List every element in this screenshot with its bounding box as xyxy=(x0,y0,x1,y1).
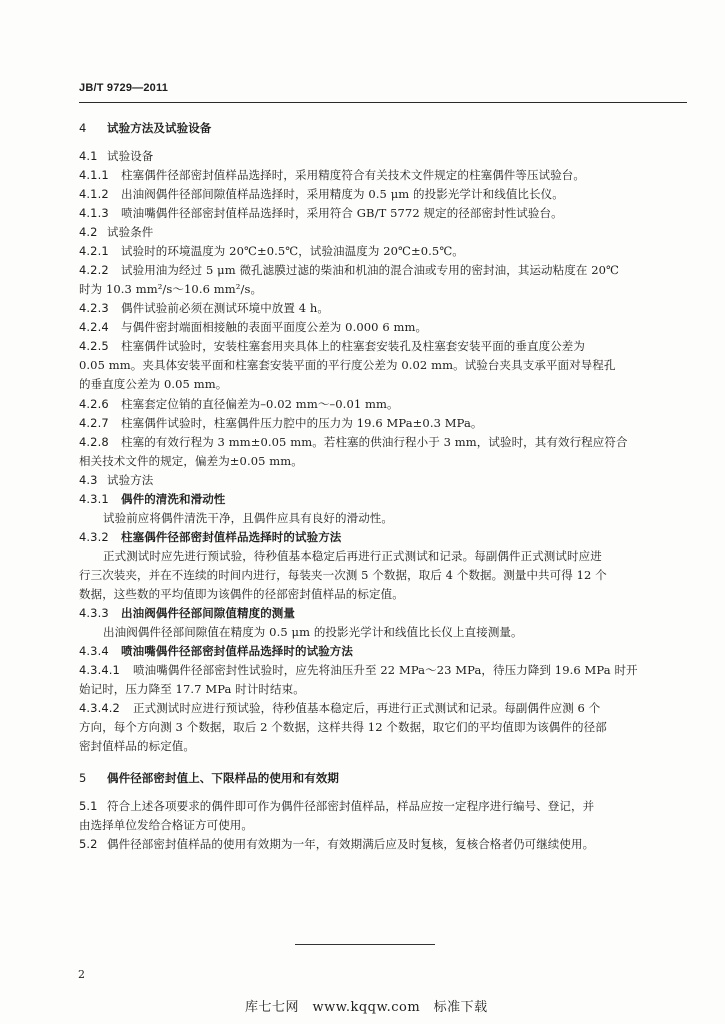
text-line-s5-1a xyxy=(79,798,594,814)
section-text: 0.05 mm。夹具体安装平面和柱塞套安装平面的平行度公差为 0.02 mm。试验台夹具支承平面对导程孔 xyxy=(79,358,616,372)
section-text: 相关技术文件的规定，偏差为±0.05 mm。 xyxy=(79,454,303,468)
section-number: 4.2.6 xyxy=(79,397,109,411)
section-text: 偶件试验前必须在测试环境中放置 4 h。 xyxy=(121,301,330,315)
section-number: 4.3.3 xyxy=(79,606,109,620)
text-line-s4-2-2a xyxy=(79,262,619,278)
text-line-s5-2 xyxy=(79,836,594,852)
text-line-s4-3-2a xyxy=(103,548,602,564)
text-line-s4 xyxy=(79,120,211,136)
text-line-s4-3-2b xyxy=(79,567,607,583)
page-number: 2 xyxy=(78,968,85,981)
section-text: 的垂直度公差为 0.05 mm。 xyxy=(79,377,228,391)
section-text: 正式测试时应先进行预试验，待秒值基本稳定后再进行正式测试和记录。每副偶件正式测试时应进 xyxy=(103,549,602,563)
section-text: 正式测试时应进行预试验，待秒值基本稳定后，再进行正式测试和记录。每副偶件应测 6 个 xyxy=(133,701,601,715)
section-number: 5.2 xyxy=(79,837,98,851)
text-line-s5-1b xyxy=(79,817,253,833)
text-line-s4-2-8b xyxy=(79,453,303,469)
text-line-s4-3-3b xyxy=(103,624,523,640)
section-text: 喷油嘴偶件径部密封值样品选择时，采用符合 GB/T 5772 规定的径部密封性试验台。 xyxy=(121,206,563,220)
section-text: 试验前应将偶件清洗干净，且偶件应具有良好的滑动性。 xyxy=(103,511,393,525)
section-text: 柱塞偶件径部密封值样品选择时的试验方法 xyxy=(121,530,342,544)
text-line-s4-3-2c xyxy=(79,586,404,602)
section-number: 4.2.4 xyxy=(79,320,109,334)
text-line-s4-2-5c xyxy=(79,376,227,392)
end-rule xyxy=(295,944,435,945)
section-number: 4.2.3 xyxy=(79,301,109,315)
text-line-s4-3-4-1a xyxy=(79,662,638,678)
section-number: 4.2.1 xyxy=(79,244,109,258)
text-line-s4-2-1 xyxy=(79,243,464,259)
text-line-s4-2-6 xyxy=(79,396,399,412)
section-text: 偶件的清洗和滑动性 xyxy=(121,492,226,506)
section-number: 4.3.4 xyxy=(79,644,109,658)
text-line-s4-3-4-2a xyxy=(79,700,600,716)
text-line-s4-3-4-2c xyxy=(79,738,195,754)
text-line-s4-1 xyxy=(79,148,153,164)
section-text: 喷油嘴偶件径部密封性试验时，应先将油压升至 22 MPa～23 MPa，待压力降到 19.6 MPa 时开 xyxy=(133,663,638,677)
section-text: 试验用油为经过 5 μm 微孔滤膜过滤的柴油和机油的混合油或专用的密封油，其运动粘度在 20℃ xyxy=(121,263,620,277)
header-rule xyxy=(79,102,687,103)
text-line-s5 xyxy=(79,770,339,786)
section-number: 4.3.4.2 xyxy=(79,701,120,715)
section-text: 行三次装夹，并在不连续的时间内进行，每装夹一次测 5 个数据，取后 4 个数据。测量中共可得 12 个 xyxy=(79,568,607,582)
section-text: 柱塞套定位销的直径偏差为–0.02 mm～–0.01 mm。 xyxy=(121,397,399,411)
section-number: 4.2.5 xyxy=(79,339,109,353)
text-line-s4-2-2b xyxy=(79,281,262,297)
text-line-s4-3-2 xyxy=(79,529,341,545)
site-footer: 库七七网 www.kqqw.com 标准下载 xyxy=(245,1000,488,1015)
section-text: 试验设备 xyxy=(107,149,154,163)
section-text: 试验时的环境温度为 20℃±0.5℃，试验油温度为 20℃±0.5℃。 xyxy=(121,244,464,258)
text-line-s4-3-4-2b xyxy=(79,719,607,735)
document-code-header: JB/T 9729—2011 xyxy=(79,82,169,94)
text-line-s4-2 xyxy=(79,224,153,240)
section-number: 4.3.4.1 xyxy=(79,663,120,677)
text-line-s4-2-8a xyxy=(79,434,628,450)
section-text: 柱塞偶件径部密封值样品选择时，采用精度符合有关技术文件规定的柱塞偶件等压试验台。 xyxy=(121,168,585,182)
text-line-s4-3-3 xyxy=(79,605,295,621)
section-text: 出油阀偶件径部间隙值在精度为 0.5 μm 的投影光学计和线值比长仪上直接测量。 xyxy=(103,625,523,639)
section-number: 4.2 xyxy=(79,225,98,239)
section-number: 5.1 xyxy=(79,799,98,813)
section-text: 出油阀偶件径部间隙值样品选择时，采用精度为 0.5 μm 的投影光学计和线值比长仪。 xyxy=(121,187,564,201)
text-line-s4-3-1b xyxy=(103,510,393,526)
section-number: 4.3 xyxy=(79,473,98,487)
section-text: 始记时，压力降至 17.7 MPa 时计时结束。 xyxy=(79,682,305,696)
text-line-s4-1-1 xyxy=(79,167,585,183)
section-text: 与偶件密封端面相接触的表面平面度公差为 0.000 6 mm。 xyxy=(121,320,428,334)
section-text: 试验方法 xyxy=(107,473,154,487)
section-text: 方向，每个方向测 3 个数据，取后 2 个数据，这样共得 12 个数据，取它们的平均值即为该偶件的径部 xyxy=(79,720,607,734)
section-text: 密封值样品的标定值。 xyxy=(79,739,195,753)
text-line-s4-2-5a xyxy=(79,338,585,354)
text-line-s4-3-1 xyxy=(79,491,225,507)
section-text: 偶件径部密封值上、下限样品的使用和有效期 xyxy=(107,771,339,785)
text-line-s4-1-2 xyxy=(79,186,564,202)
section-text: 柱塞偶件试验时，安装柱塞套用夹具体上的柱塞套安装孔及柱塞套安装平面的垂直度公差为 xyxy=(121,339,585,353)
section-text: 由选择单位发给合格证方可使用。 xyxy=(79,818,253,832)
text-line-s4-3 xyxy=(79,472,153,488)
section-text: 符合上述各项要求的偶件即可作为偶件径部密封值样品，样品应按一定程序进行编号、登记，并 xyxy=(107,799,595,813)
section-number: 4.1.1 xyxy=(79,168,109,182)
text-line-s4-3-4-1b xyxy=(79,681,305,697)
text-line-s4-3-4 xyxy=(79,643,353,659)
section-number: 4.1 xyxy=(79,149,98,163)
section-text: 柱塞的有效行程为 3 mm±0.05 mm。若柱塞的供油行程小于 3 mm，试验时，其有效行程应符合 xyxy=(121,435,628,449)
section-text: 时为 10.3 mm²/s～10.6 mm²/s。 xyxy=(79,282,263,296)
section-number: 5 xyxy=(79,771,87,785)
section-number: 4.2.2 xyxy=(79,263,109,277)
section-text: 柱塞偶件试验时，柱塞偶件压力腔中的压力为 19.6 MPa±0.3 MPa。 xyxy=(121,416,483,430)
section-number: 4.1.2 xyxy=(79,187,109,201)
section-number: 4.2.8 xyxy=(79,435,109,449)
text-line-s4-2-4 xyxy=(79,319,427,335)
section-number: 4.3.1 xyxy=(79,492,109,506)
section-number: 4.2.7 xyxy=(79,416,109,430)
section-text: 喷油嘴偶件径部密封值样品选择时的试验方法 xyxy=(121,644,353,658)
section-text: 出油阀偶件径部间隙值精度的测量 xyxy=(121,606,295,620)
text-line-s4-2-3 xyxy=(79,300,329,316)
section-number: 4.1.3 xyxy=(79,206,109,220)
text-line-s4-2-7 xyxy=(79,415,483,431)
section-number: 4.3.2 xyxy=(79,530,109,544)
section-text: 试验方法及试验设备 xyxy=(107,121,212,135)
text-line-s4-2-5b xyxy=(79,357,616,373)
section-text: 数据，这些数的平均值即为该偶件的径部密封值样品的标定值。 xyxy=(79,587,404,601)
section-text: 偶件径部密封值样品的使用有效期为一年，有效期满后应及时复核，复核合格者仍可继续使用。 xyxy=(107,837,595,851)
section-number: 4 xyxy=(79,121,87,135)
section-text: 试验条件 xyxy=(107,225,154,239)
text-line-s4-1-3 xyxy=(79,205,563,221)
